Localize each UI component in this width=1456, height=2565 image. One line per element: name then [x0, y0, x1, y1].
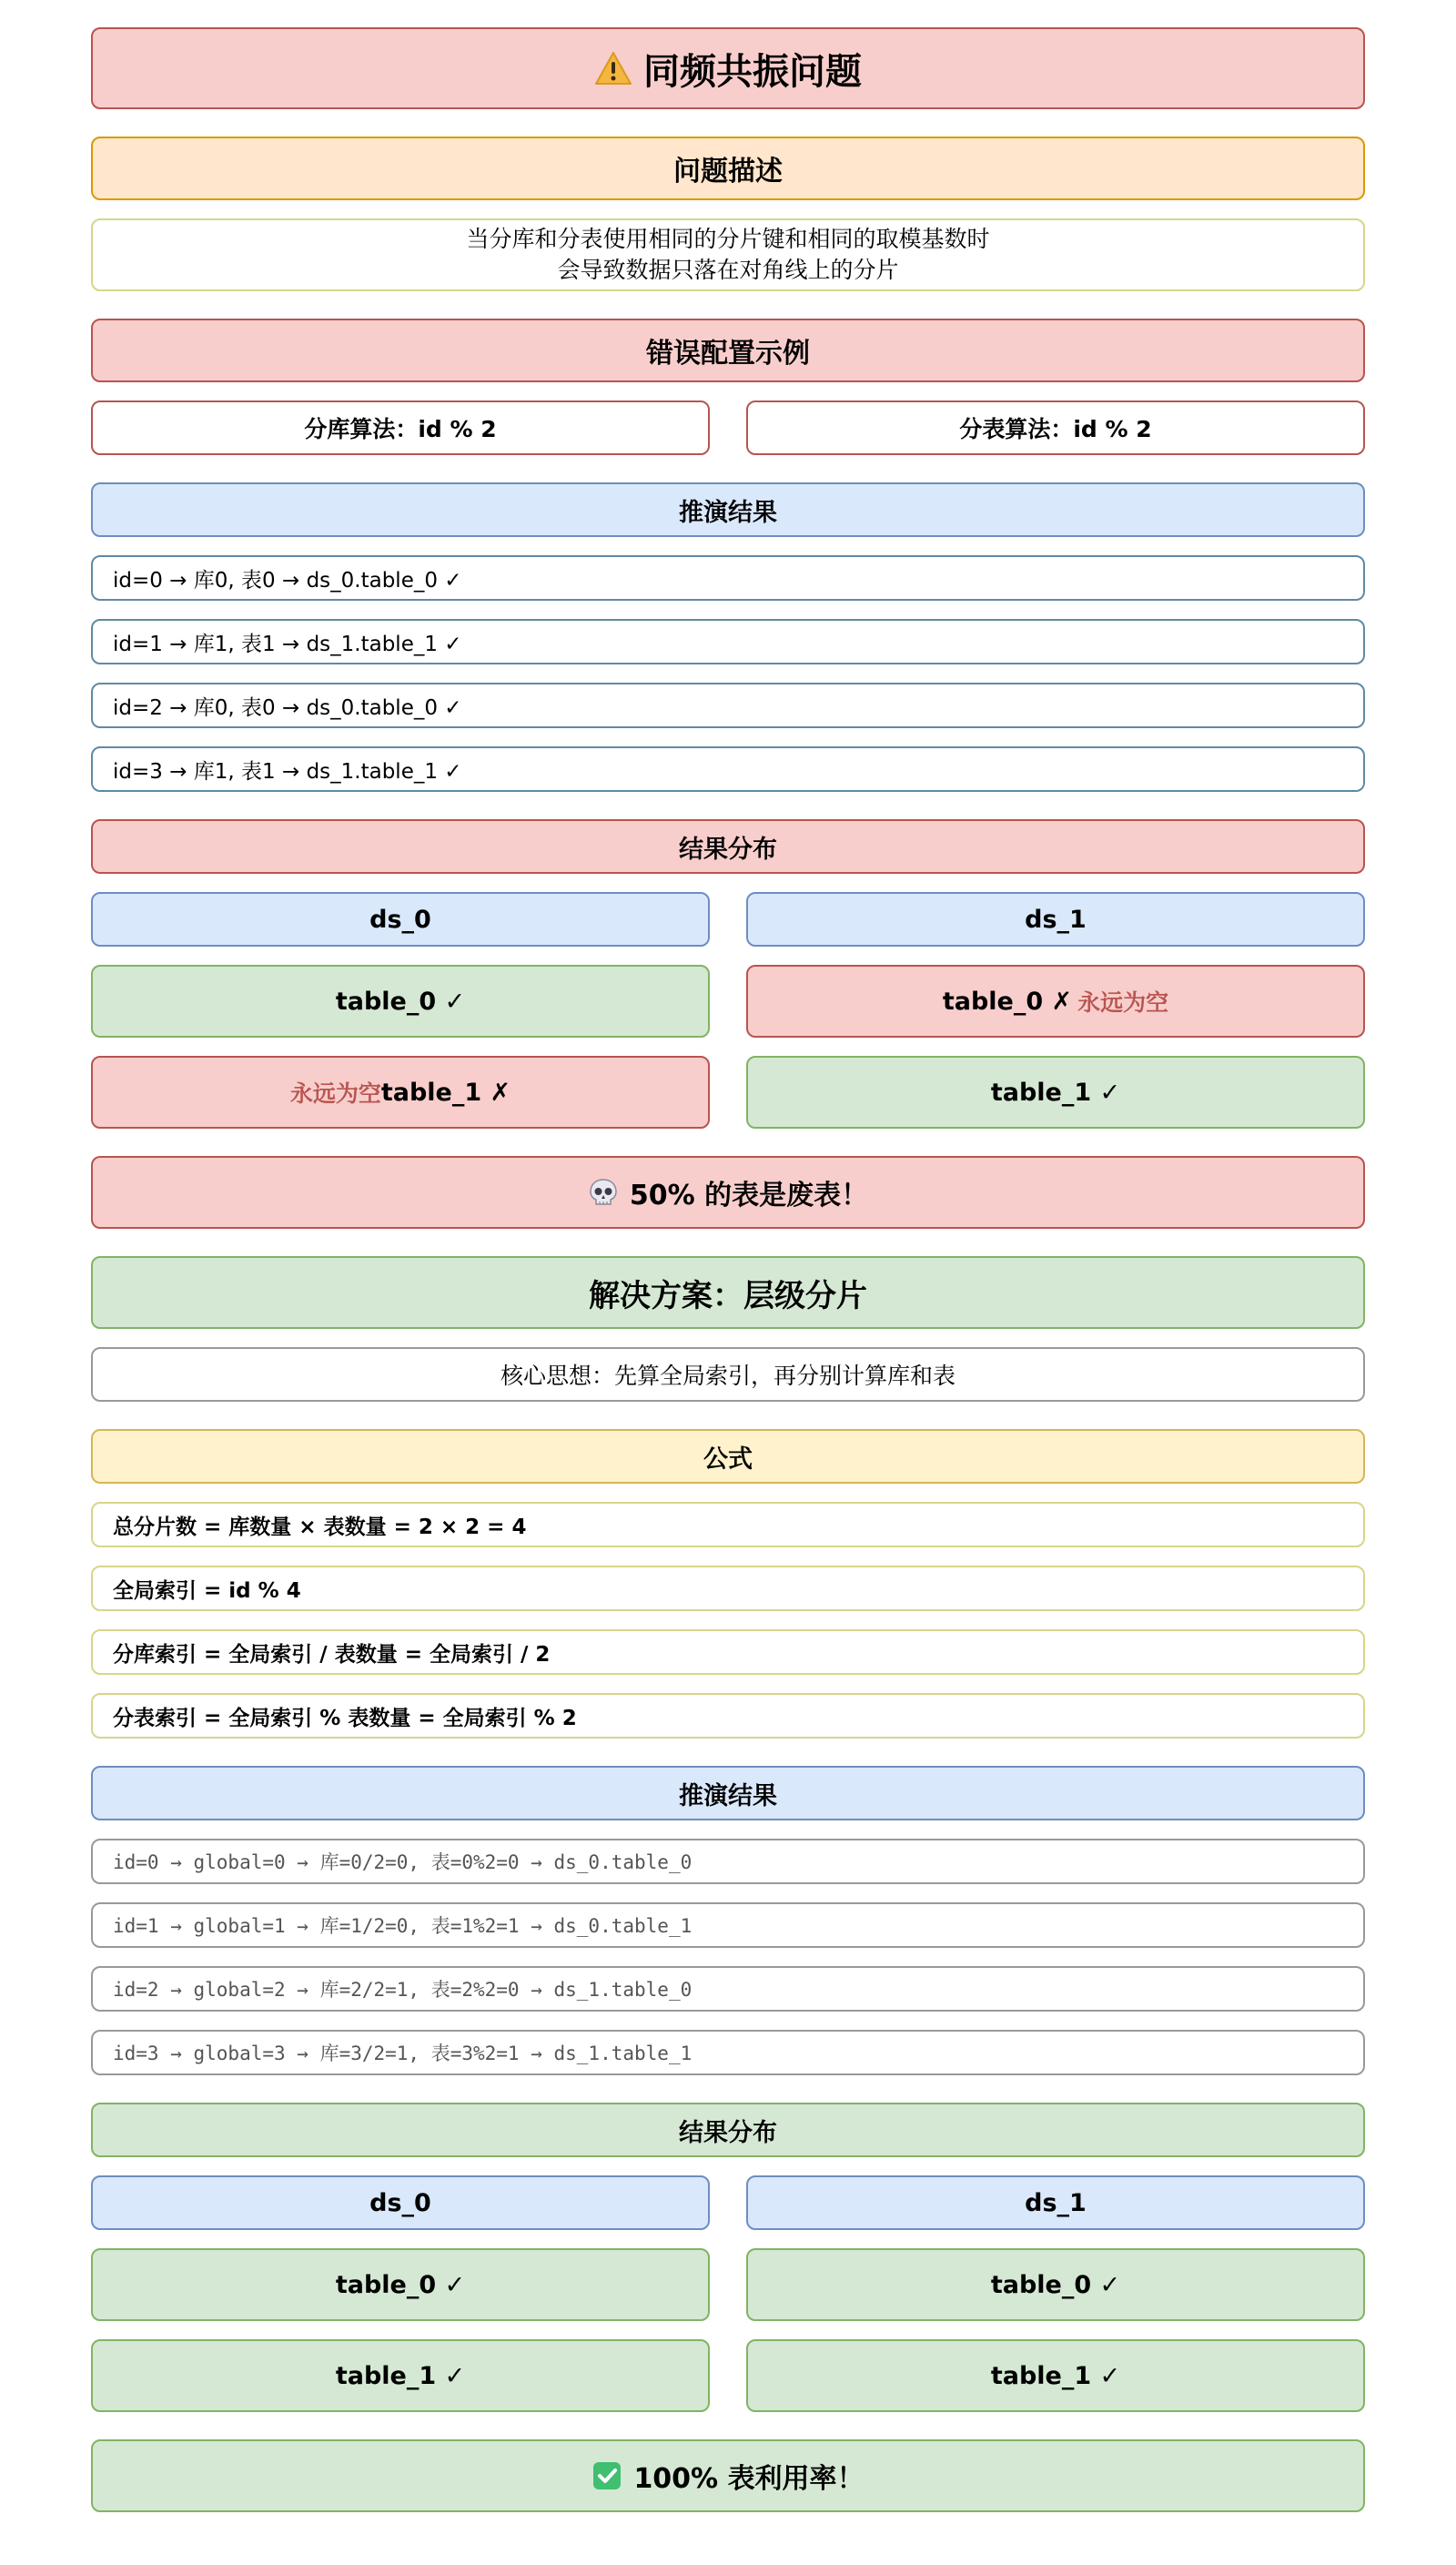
solution-ds0-table0-label: table_0 ✓ [335, 2270, 466, 2299]
solution-ds1-header [746, 2175, 1365, 2230]
wrong-ds1-table0-label: table_0 ✗ [942, 987, 1073, 1016]
solution-ds1-table0 [746, 2248, 1365, 2321]
warning-icon [594, 51, 632, 86]
formula-header-label: 公式 [703, 1445, 753, 1474]
wrong-ds1-label: ds_1 [1025, 905, 1087, 934]
formula-row [91, 1566, 1365, 1611]
formula-row [91, 1502, 1365, 1547]
check-box-icon [592, 2460, 622, 2491]
wrong-ds0-table1 [91, 1056, 710, 1129]
wrong-ds0-label: ds_0 [369, 905, 431, 934]
db-algorithm-label: 分库算法：id % 2 [304, 416, 497, 442]
solution-derivation-row-text: id=2 → global=2 → 库=2/2=1, 表=2%2=0 → ds_1.table_0 [113, 1979, 693, 2001]
solution-ds1-table1-label: table_1 ✓ [990, 2361, 1121, 2390]
problem-line-2: 会导致数据只落在对角线上的分片 [557, 257, 899, 283]
solution-ds1-label: ds_1 [1025, 2188, 1087, 2217]
formula-text: 总分片数 = 库数量 × 表数量 = 2 × 2 = 4 [113, 1515, 527, 1539]
wrong-derivation-header [91, 482, 1365, 537]
solution-derivation-row-text: id=3 → global=3 → 库=3/2=1, 表=3%2=1 → ds_1.table_1 [113, 2043, 693, 2064]
wrong-ds1-header [746, 892, 1365, 947]
wrong-ds0-table0 [91, 965, 710, 1038]
table-algorithm-box [746, 400, 1365, 455]
formula-row [91, 1629, 1365, 1675]
db-algorithm-box [91, 400, 710, 455]
solution-derivation-row [91, 1966, 1365, 2012]
solution-ds0-table1-label: table_1 ✓ [335, 2361, 466, 2390]
solution-ds1-table1 [746, 2339, 1365, 2412]
solution-header [91, 1256, 1365, 1329]
solution-derivation-header [91, 1766, 1365, 1820]
solution-ds0-table0 [91, 2248, 710, 2321]
wrong-derivation-row [91, 746, 1365, 792]
formula-text: 全局索引 = id % 4 [113, 1578, 301, 1603]
solution-header-label: 解决方案：层级分片 [589, 1277, 867, 1314]
formula-text: 分表索引 = 全局索引 % 表数量 = 全局索引 % 2 [113, 1706, 577, 1730]
wrong-config-header [91, 319, 1365, 382]
solution-distribution-header [91, 2103, 1365, 2157]
wrong-distribution-header [91, 819, 1365, 874]
page-title: 同频共振问题 [643, 50, 862, 93]
solution-ds0-label: ds_0 [369, 2188, 431, 2217]
wrong-derivation-row [91, 619, 1365, 664]
formula-row [91, 1693, 1365, 1739]
waste-banner [91, 1156, 1365, 1229]
wrong-derivation-row-text: id=2 → 库0, 表0 → ds_0.table_0 ✓ [113, 695, 462, 720]
wrong-distribution-header-label: 结果分布 [679, 835, 777, 864]
title-banner [91, 27, 1365, 109]
wrong-ds0-table1-label: table_1 ✗ [380, 1078, 511, 1107]
solution-ds0-header [91, 2175, 710, 2230]
solution-ds1-table0-label: table_0 ✓ [990, 2270, 1121, 2299]
formula-header [91, 1429, 1365, 1484]
solution-derivation-header-label: 推演结果 [679, 1781, 777, 1810]
problem-header-label: 问题描述 [673, 156, 783, 188]
wrong-derivation-row [91, 683, 1365, 728]
wrong-derivation-row-text: id=0 → 库0, 表0 → ds_0.table_0 ✓ [113, 568, 462, 593]
table-algorithm-label: 分表算法：id % 2 [959, 416, 1152, 442]
success-label: 100% 表利用率！ [633, 2463, 864, 2495]
wrong-ds0-header [91, 892, 710, 947]
always-empty-note: 永远为空 [289, 1080, 381, 1107]
problem-description [91, 218, 1365, 291]
solution-derivation-row [91, 2030, 1365, 2075]
wrong-derivation-row-text: id=3 → 库1, 表1 → ds_1.table_1 ✓ [113, 759, 462, 784]
skull-icon [588, 1177, 619, 1208]
wrong-derivation-row [91, 555, 1365, 601]
wrong-ds1-table1-label: table_1 ✓ [990, 1078, 1121, 1107]
wrong-ds1-table1 [746, 1056, 1365, 1129]
always-empty-note: 永远为空 [1077, 989, 1169, 1016]
solution-derivation-row-text: id=0 → global=0 → 库=0/2=0, 表=0%2=0 → ds_0.table_0 [113, 1851, 693, 1873]
problem-header [91, 137, 1365, 200]
problem-line-1: 当分库和分表使用相同的分片键和相同的取模基数时 [466, 226, 990, 253]
wrong-ds1-table0 [746, 965, 1365, 1038]
waste-label: 50% 的表是废表！ [629, 1180, 869, 1212]
wrong-ds0-table0-label: table_0 ✓ [335, 987, 466, 1016]
solution-ds0-table1 [91, 2339, 710, 2412]
success-banner [91, 2439, 1365, 2512]
solution-derivation-row [91, 1902, 1365, 1948]
core-idea-box [91, 1347, 1365, 1402]
wrong-config-header-label: 错误配置示例 [646, 338, 810, 370]
formula-text: 分库索引 = 全局索引 / 表数量 = 全局索引 / 2 [113, 1642, 551, 1667]
core-idea-label: 核心思想：先算全局索引，再分别计算库和表 [500, 1363, 956, 1389]
solution-distribution-header-label: 结果分布 [679, 2118, 777, 2147]
wrong-derivation-header-label: 推演结果 [679, 498, 777, 527]
solution-derivation-row [91, 1839, 1365, 1884]
wrong-derivation-row-text: id=1 → 库1, 表1 → ds_1.table_1 ✓ [113, 632, 462, 656]
solution-derivation-row-text: id=1 → global=1 → 库=1/2=0, 表=1%2=1 → ds_0.table_1 [113, 1915, 693, 1937]
